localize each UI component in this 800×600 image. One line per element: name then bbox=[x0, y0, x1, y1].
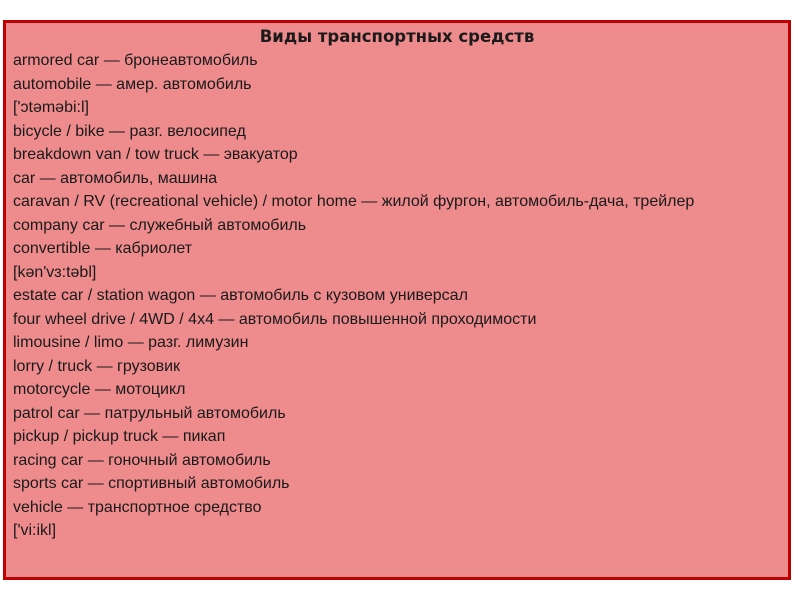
list-item: breakdown van / tow truck — эвакуатор bbox=[13, 146, 298, 163]
list-item: patrol car — патрульный автомобиль bbox=[13, 404, 286, 422]
list-item: car — автомобиль, машина bbox=[13, 169, 218, 187]
list-item: [kən'vɜ:təbl] bbox=[13, 263, 97, 281]
vocabulary-list bbox=[13, 49, 781, 543]
list-item: convertible — кабриолет bbox=[13, 240, 193, 257]
list-item: sports car — спортивный автомобиль bbox=[13, 475, 290, 492]
list-item: racing car — гоночный автомобиль bbox=[13, 451, 271, 469]
list-item: caravan / RV (recreational vehicle) / motor home — жилой фургон, автомобиль-дача, трейлер bbox=[13, 193, 695, 210]
list-item: armored car — бронеавтомобиль bbox=[13, 52, 258, 69]
vocabulary-panel bbox=[3, 20, 791, 580]
list-item: ['ɔtəməbi:l] bbox=[13, 99, 89, 116]
page-title: Виды транспортных средств bbox=[259, 27, 535, 46]
list-item: bicycle / bike — разг. велосипед bbox=[13, 122, 246, 140]
list-item: lorry / truck — грузовик bbox=[13, 357, 181, 375]
list-item: ['vi:ikl] bbox=[13, 522, 57, 539]
list-item: four wheel drive / 4WD / 4x4 — автомобиль повышенной проходимости bbox=[13, 310, 537, 328]
list-item: pickup / pickup truck — пикап bbox=[13, 428, 226, 445]
list-item: limousine / limo — разг. лимузин bbox=[13, 334, 249, 351]
list-item: company car — служебный автомобиль bbox=[13, 216, 307, 234]
list-item: automobile — амер. автомобиль bbox=[13, 75, 252, 93]
list-item: estate car / station wagon — автомобиль с кузовом универсал bbox=[13, 287, 468, 304]
list-item: motorcycle — мотоцикл bbox=[13, 381, 186, 398]
list-item: vehicle — транспортное средство bbox=[13, 498, 262, 516]
